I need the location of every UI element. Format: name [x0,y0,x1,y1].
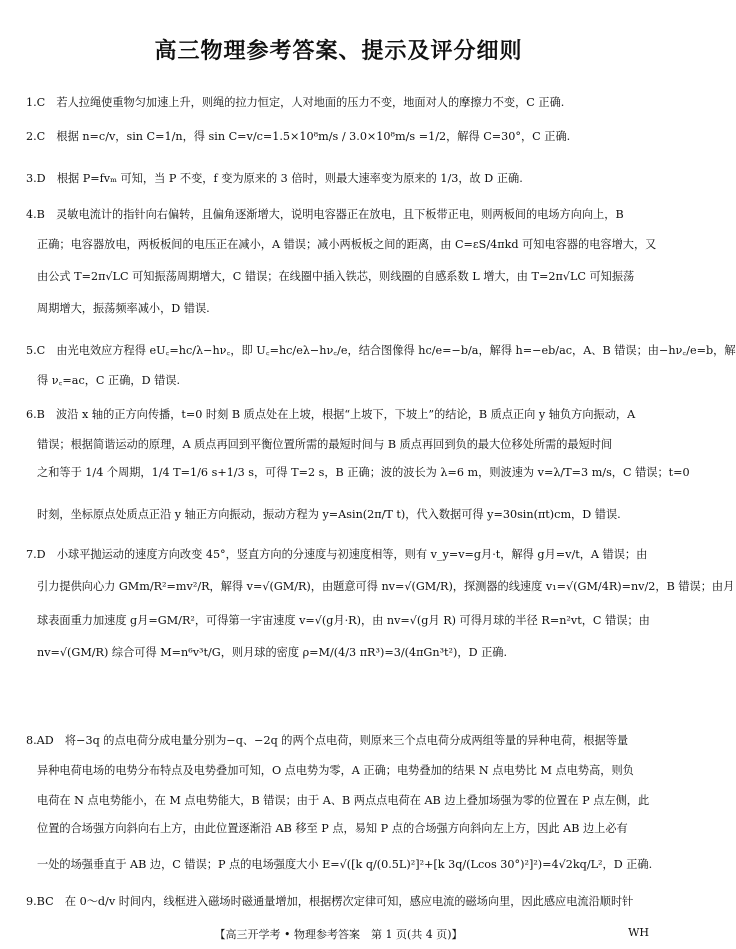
answer-line: 引力提供向心力 GMm/R²=mv²/R，解得 v=√(GM/R)，由题意可得 nv=√(GM/R)，探测器的线速度 v₁=√(GM/4R)=nv/2，B 错误；由月 [37,580,735,593]
footer-code: WH [628,926,649,939]
answer-line: 球表面重力加速度 g月=GM/R²，可得第一宇宙速度 v=√(g月·R)，由 nv=√(g月 R) 可得月球的半径 R=n²vt，C 错误；由 [37,614,650,627]
answer-line: 4.B 灵敏电流计的指针向右偏转，且偏角逐渐增大，说明电容器正在放电，且下板带正电，则两板间的电场方向向上，B [26,208,624,221]
answer-line: nv=√(GM/R) 综合可得 M=n⁶v³t/G，则月球的密度 ρ=M/(4/3 πR³)=3/(4πGn³t²)，D 正确. [37,646,508,659]
answer-line: 3.D 根据 P=fvₘ 可知，当 P 不变，f 变为原来的 3 倍时，则最大速率变为原来的 1/3，故 D 正确. [26,172,523,185]
answer-line: 5.C 由光电效应方程得 eU꜀=hc/λ−hν꜀，即 U꜀=hc/eλ−hν꜀/e，结合图像得 hc/e=−b/a，解得 h=−eb/ac，A、B 错误；由−hν꜀/e=b，解 [26,344,736,357]
answer-line: 位置的合场强方向斜向右上方，由此位置逐渐沿 AB 移至 P 点，易知 P 点的合场强方向斜向左上方，因此 AB 边上必有 [37,822,628,835]
answer-line: 9.BC 在 0～d/v 时间内，线框进入磁场时磁通量增加，根据楞次定律可知，感应电流的磁场向里，因此感应电流沿顺时针 [26,895,634,908]
answer-line: 7.D 小球平抛运动的速度方向改变 45°，竖直方向的分速度与初速度相等，则有 v_y=v=g月·t，解得 g月=v/t，A 错误；由 [26,548,648,561]
answer-line: 1.C 若人拉绳使重物匀加速上升，则绳的拉力恒定，人对地面的压力不变，地面对人的摩擦力不变，C 正确. [26,96,565,109]
answer-line: 8.AD 将−3q 的点电荷分成电量分别为−q、−2q 的两个点电荷，则原来三个点电荷分成两组等量的异种电荷，根据等量 [26,734,629,747]
answer-line: 由公式 T=2π√LC 可知振荡周期增大，C 错误；在线圈中插入铁芯，则线圈的自感系数 L 增大，由 T=2π√LC 可知振荡 [37,270,635,283]
answer-line: 得 ν꜀=ac，C 正确，D 错误. [37,374,181,387]
answer-line: 错误；根据简谐运动的原理，A 质点再回到平衡位置所需的最短时间与 B 质点再回到负的最大位移处所需的最短时间 [37,438,613,451]
answer-line: 6.B 波沿 x 轴的正方向传播，t=0 时刻 B 质点处在上坡，根据“上坡下，下坡上”的结论，B 质点正向 y 轴负方向振动，A [26,408,636,421]
answer-line: 正确；电容器放电，两板板间的电压正在减小，A 错误；减小两板板之间的距离，由 C=εS/4πkd 可知电容器的电容增大，又 [37,238,657,251]
answer-line: 之和等于 1/4 个周期，1/4 T=1/6 s+1/3 s，可得 T=2 s，B 正确；波的波长为 λ=6 m，则波速为 v=λ/T=3 m/s，C 错误；t=0 [37,466,690,479]
answer-line: 2.C 根据 n=c/v，sin C=1/n，得 sin C=v/c=1.5×10⁸m/s / 3.0×10⁸m/s =1/2，解得 C=30°，C 正确. [26,130,571,143]
answer-line: 电荷在 N 点电势能小，在 M 点电势能大，B 错误；由于 A、B 两点点电荷在 AB 边上叠加场强为零的位置在 P 点左侧，此 [37,794,650,807]
answer-line: 异种电荷电场的电势分布特点及电势叠加可知，O 点电势为零，A 正确；电势叠加的结果 N 点电势比 M 点电势高，则负 [37,764,634,777]
answer-line: 周期增大，振荡频率减小，D 错误. [37,302,210,315]
answer-line: 时刻，坐标原点处质点正沿 y 轴正方向振动，振动方程为 y=Asin(2π/T t)，代入数据可得 y=30sin(πt)cm，D 错误. [37,508,621,521]
answer-line: 一处的场强垂直于 AB 边，C 错误；P 点的电场强度大小 E=√([k q/(0.5L)²]²+[k 3q/(Lcos 30°)²]²)=4√2kq/L²，D 正确. [37,858,653,871]
page-title: 高三物理参考答案、提示及评分细则 [154,39,523,64]
footer-page-info: 【高三开学考 • 物理参考答案 第 1 页(共 4 页)】 [214,928,463,941]
